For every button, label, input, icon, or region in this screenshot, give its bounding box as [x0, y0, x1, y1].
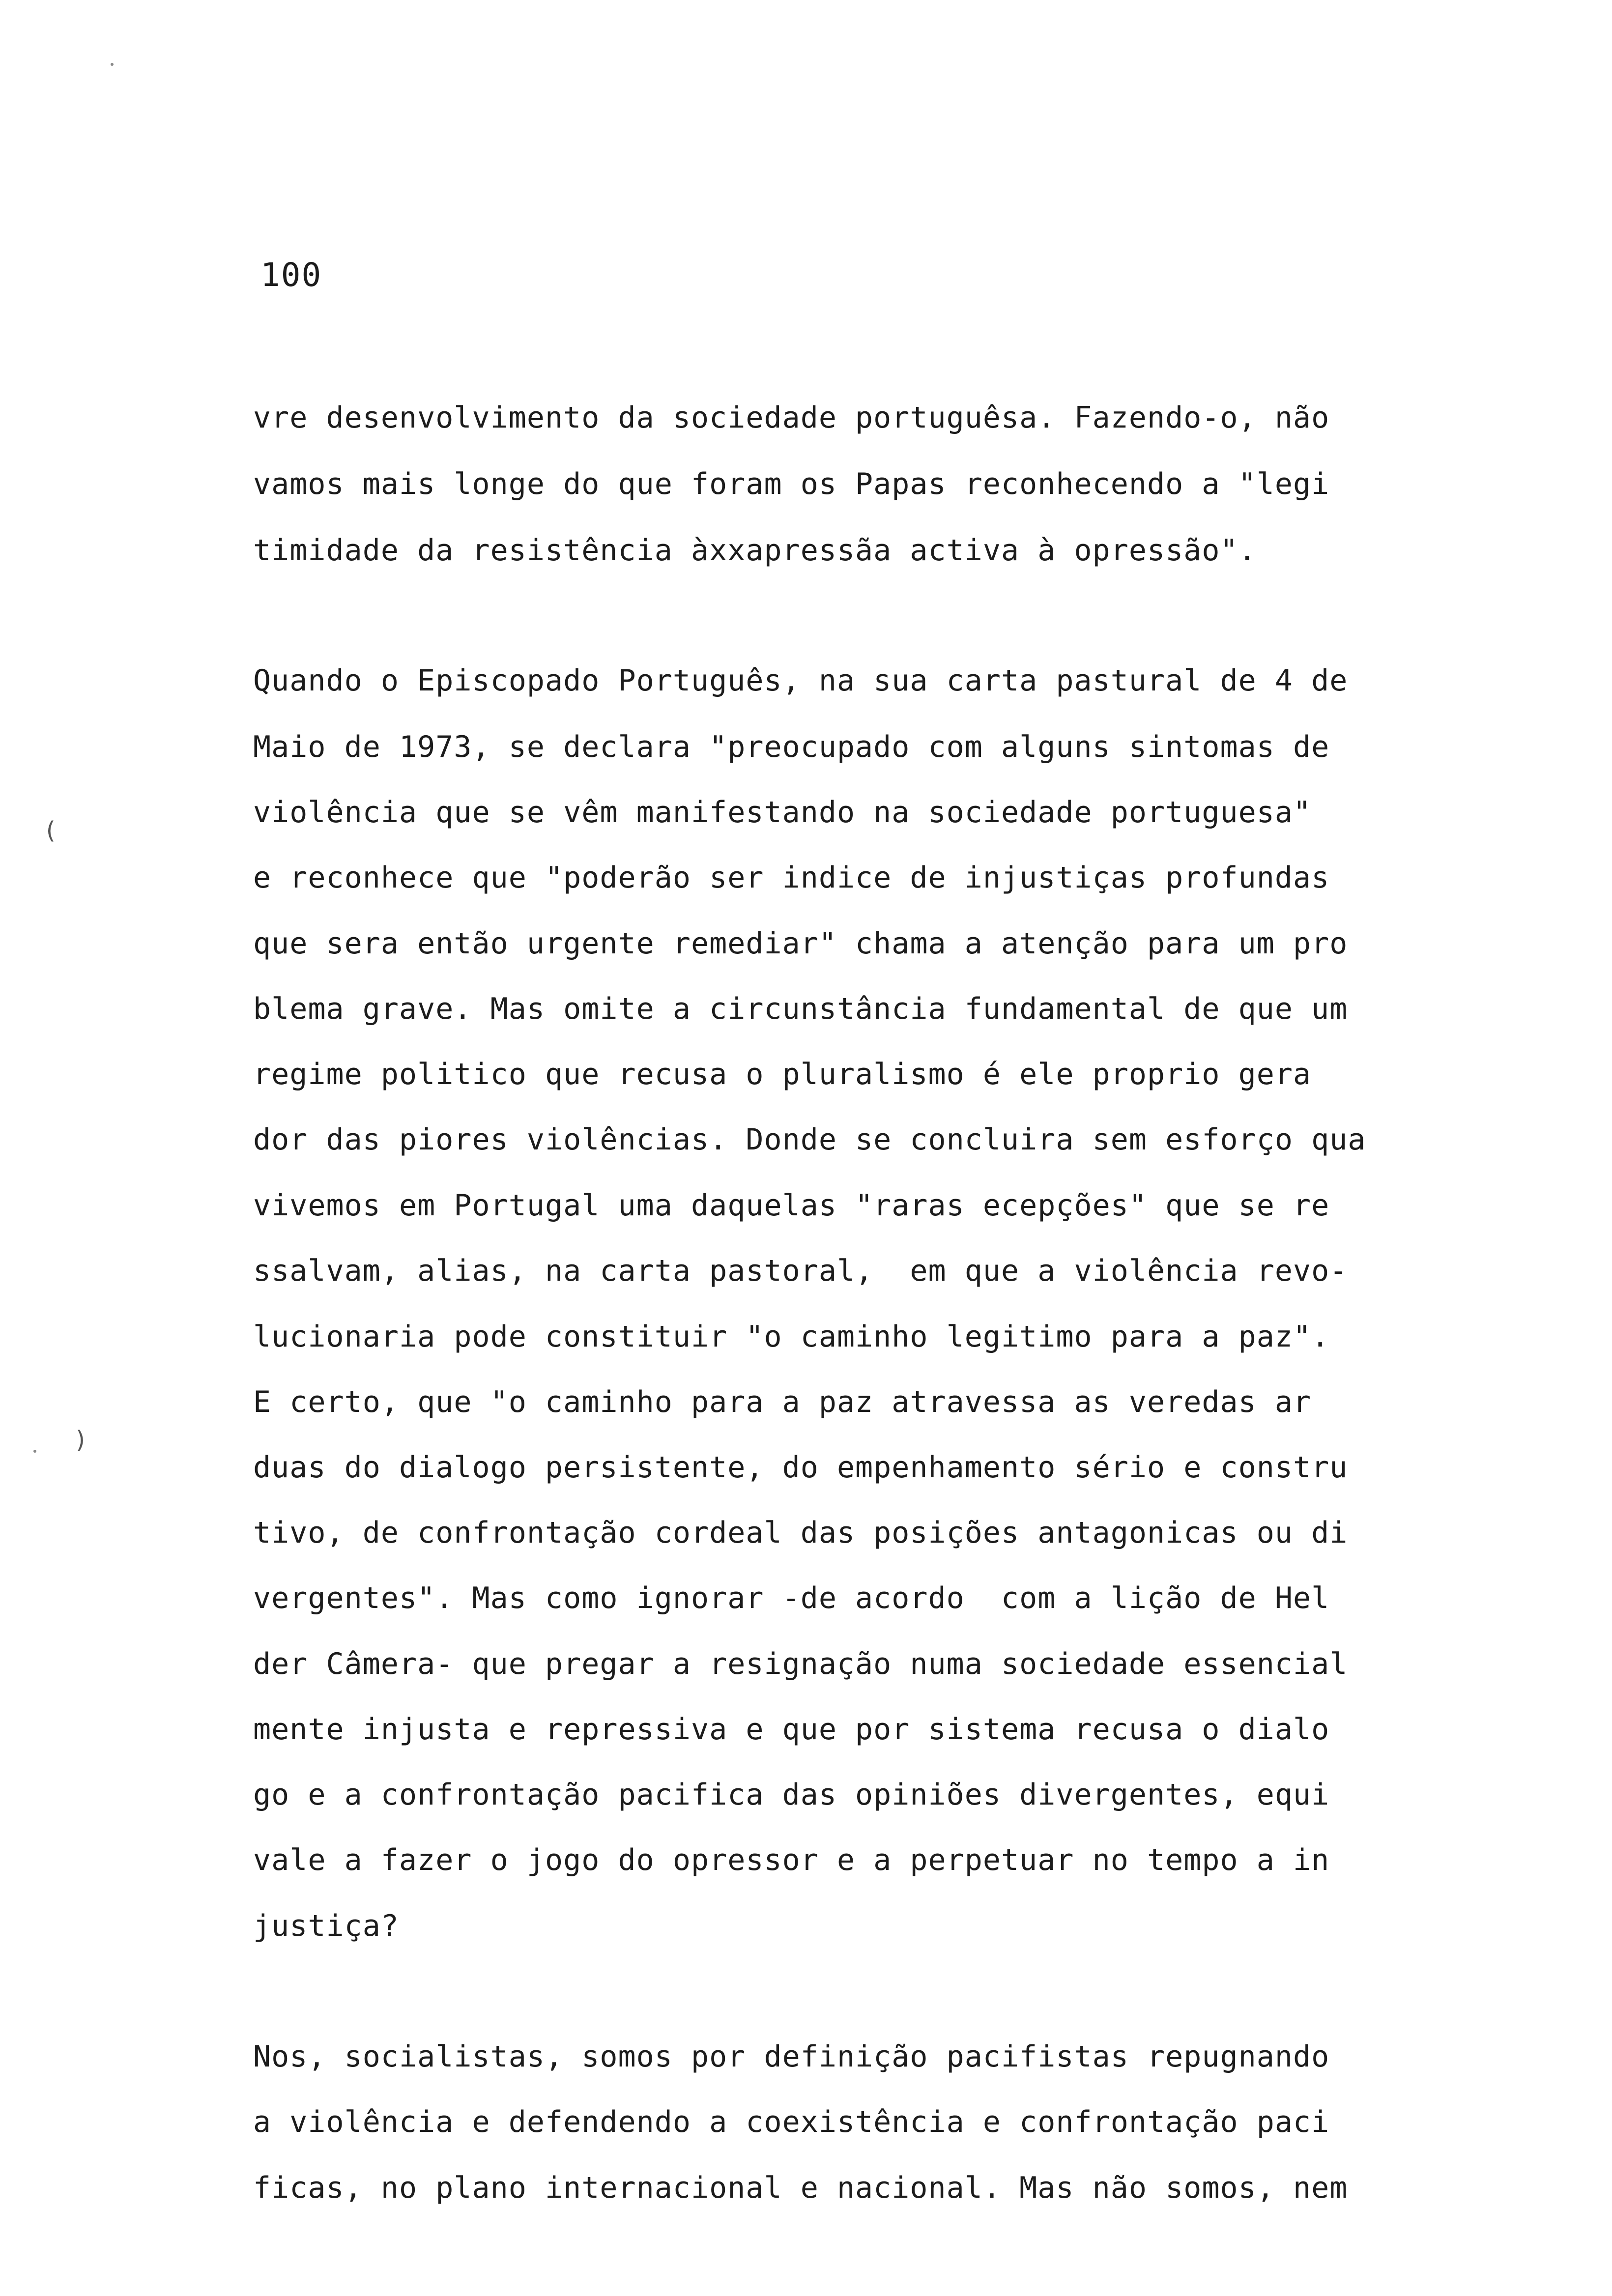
margin-mark: ( — [43, 817, 58, 844]
text-line: que sera então urgente remediar" chama a atenção para um pro — [253, 926, 1348, 961]
text-line: E certo, que "o caminho para a paz atravessa as veredas ar — [253, 1385, 1312, 1419]
text-line: Quando o Episcopado Português, na sua carta pastural de 4 de — [253, 663, 1348, 698]
text-line: a violência e defendendo a coexistência e confrontação paci — [253, 2105, 1330, 2139]
text-line: Nos, socialistas, somos por definição pacifistas repugnando — [253, 2039, 1330, 2074]
text-line: dor das piores violências. Donde se concluira sem esforço qua — [253, 1122, 1366, 1157]
page-number: 100 — [260, 256, 322, 294]
text-line: ficas, no plano internacional e nacional. Mas não somos, nem — [253, 2171, 1348, 2205]
text-line: timidade da resistência àxxapressãa activa à opressão". — [253, 533, 1257, 568]
text-line: duas do dialogo persistente, do empenhamento sério e constru — [253, 1450, 1348, 1485]
text-line: justiça? — [253, 1909, 399, 1943]
text-line: vamos mais longe do que foram os Papas reconhecendo a "legi — [253, 467, 1330, 501]
text-line: tivo, de confrontação cordeal das posições antagonicas ou di — [253, 1516, 1348, 1550]
text-line: vale a fazer o jogo do opressor e a perpetuar no tempo a in — [253, 1843, 1330, 1877]
text-line: e reconhece que "poderão ser indice de injustiças profundas — [253, 861, 1330, 895]
margin-mark: ) — [74, 1426, 88, 1454]
text-line: ssalvam, alias, na carta pastoral, em que a violência revo- — [253, 1254, 1348, 1288]
text-line: der Câmera- que pregar a resignação numa sociedade essencial — [253, 1647, 1348, 1681]
text-line: blema grave. Mas omite a circunstância fundamental de que um — [253, 992, 1348, 1026]
scan-speck — [111, 63, 114, 66]
text-line: mente injusta e repressiva e que por sistema recusa o dialo — [253, 1712, 1330, 1747]
text-line: violência que se vêm manifestando na sociedade portuguesa" — [253, 795, 1312, 830]
text-line: regime politico que recusa o pluralismo é ele proprio gera — [253, 1057, 1312, 1091]
text-line: vergentes". Mas como ignorar -de acordo com a lição de Hel — [253, 1581, 1330, 1615]
text-line: go e a confrontação pacifica das opiniões divergentes, equi — [253, 1778, 1330, 1812]
text-line: lucionaria pode constituir "o caminho legitimo para a paz". — [253, 1320, 1330, 1354]
text-line: vre desenvolvimento da sociedade portuguêsa. Fazendo-o, não — [253, 401, 1330, 435]
text-line: Maio de 1973, se declara "preocupado com alguns sintomas de — [253, 730, 1330, 764]
scan-speck — [33, 1450, 36, 1453]
text-line: vivemos em Portugal uma daquelas "raras ecepções" que se re — [253, 1188, 1330, 1223]
